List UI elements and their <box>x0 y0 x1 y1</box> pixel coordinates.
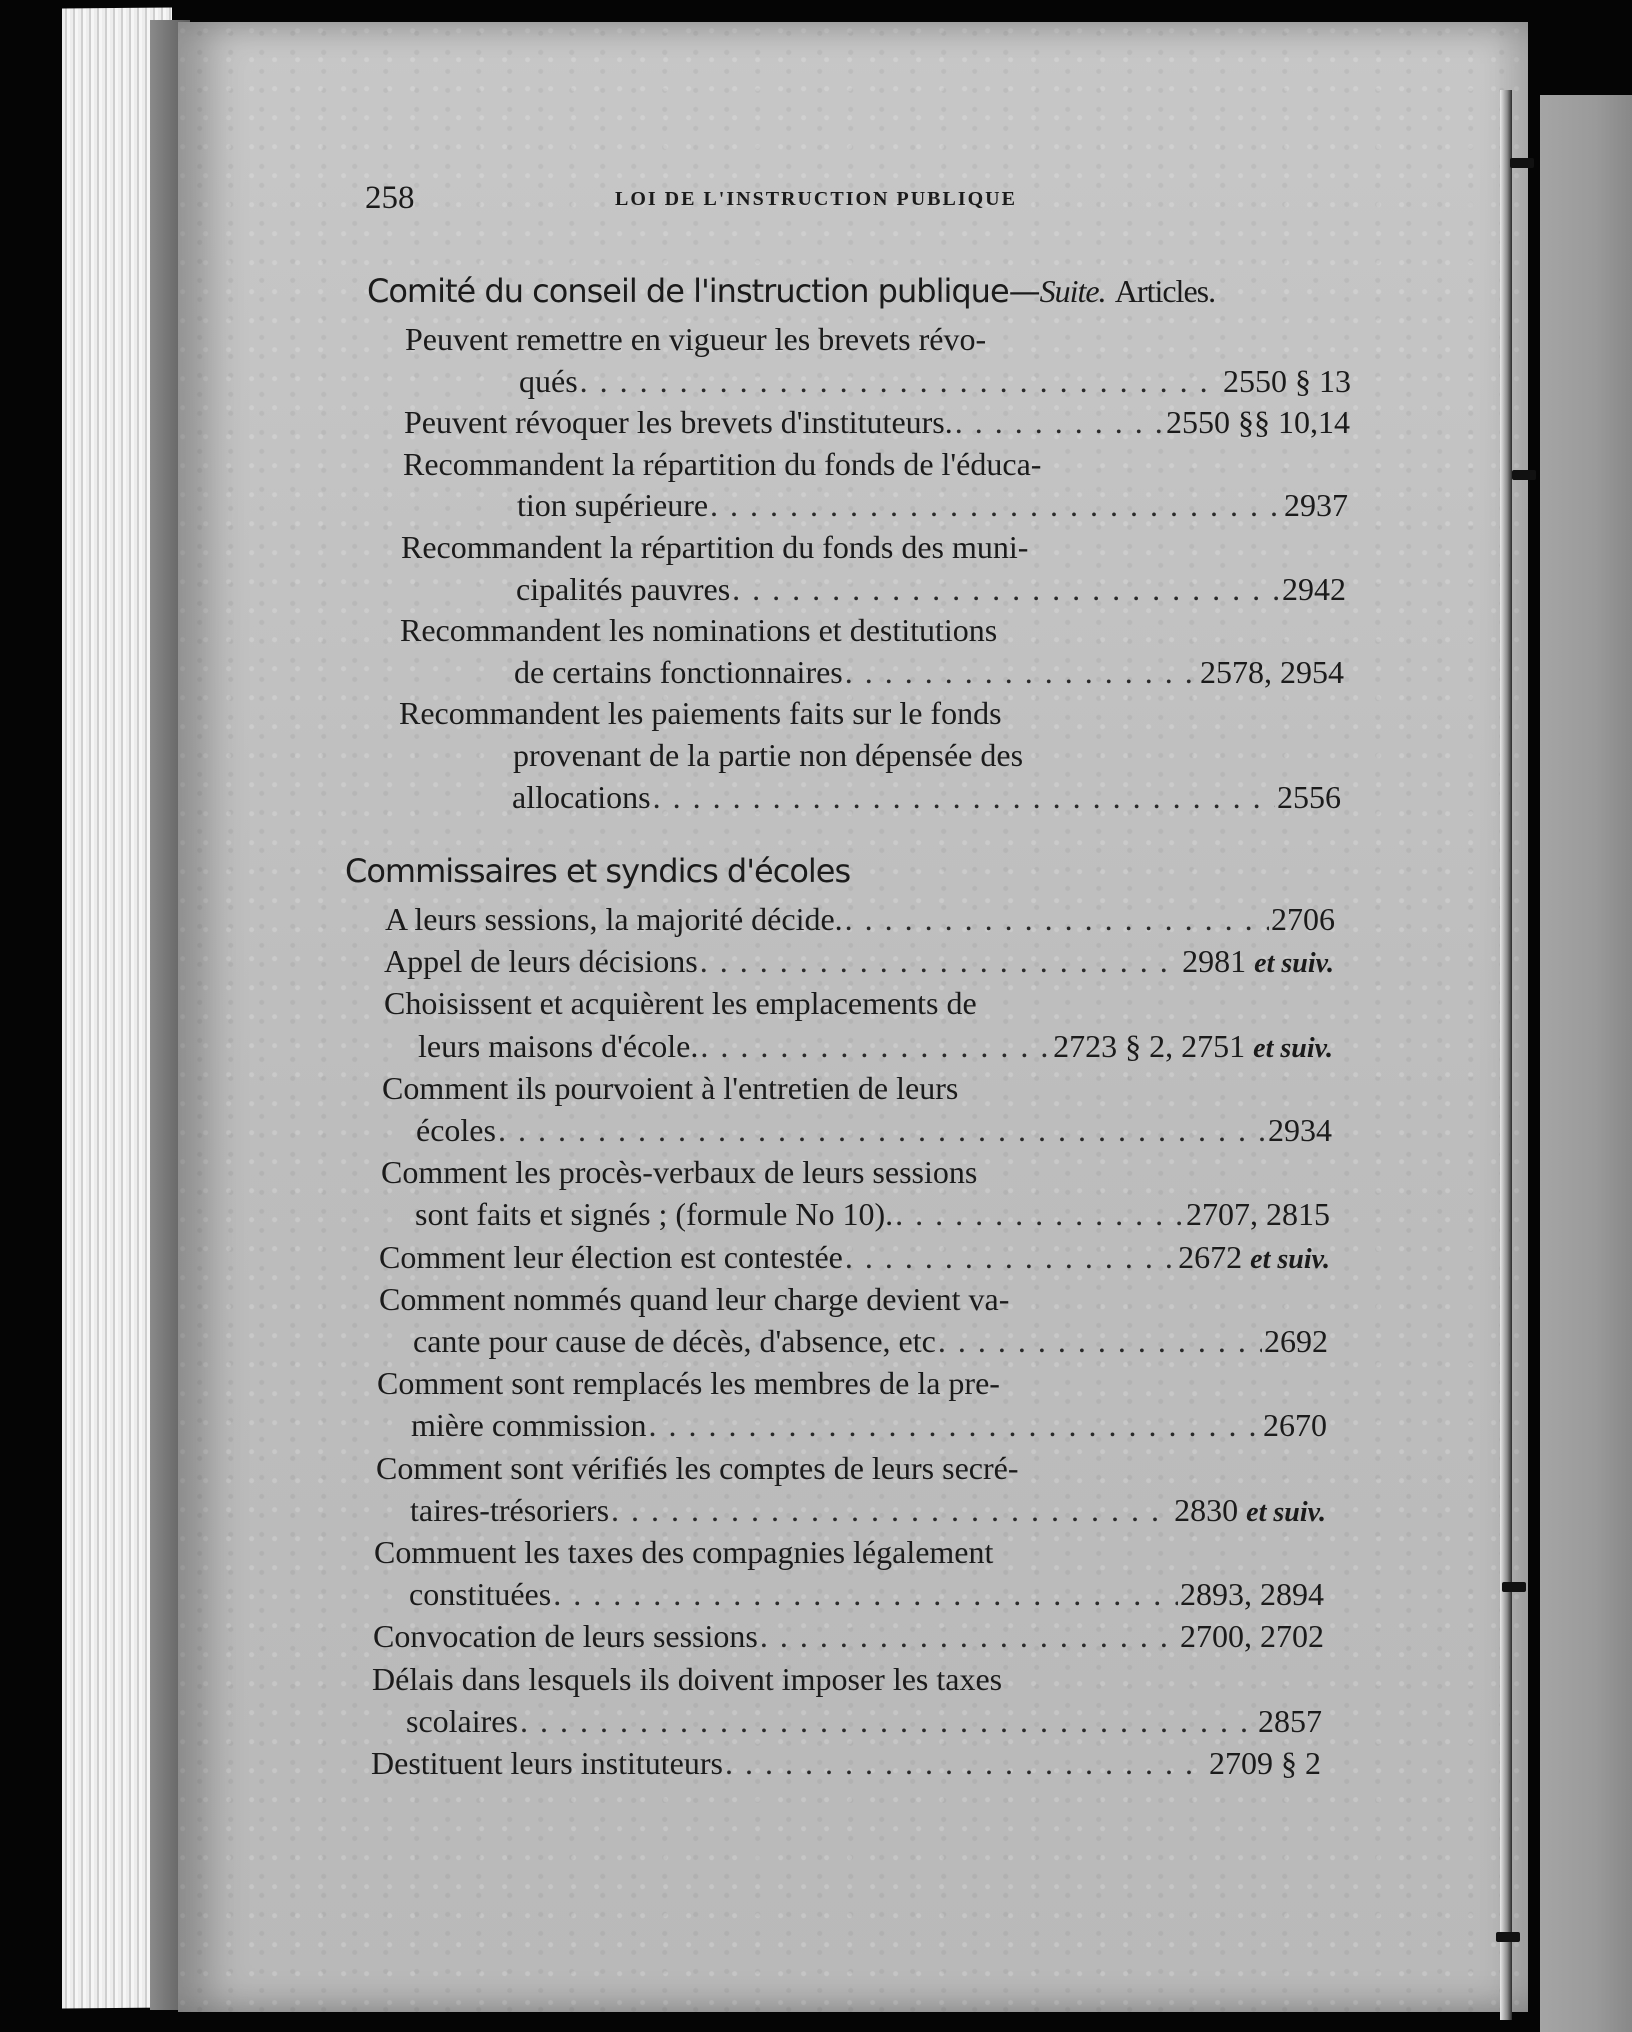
article-number: 2857 <box>1258 1702 1322 1739</box>
article-reference <box>1178 1240 1330 1276</box>
entry-text: provenant de la partie non dépensée des <box>513 737 1024 773</box>
entry-line-last <box>411 1408 1327 1443</box>
dot-leader <box>760 1619 1178 1654</box>
entry-text: Appel de leurs décisions <box>384 943 698 980</box>
article-number: 2942 <box>1282 570 1346 607</box>
entry-text: Comment sont remplacés les membres de la pre- <box>377 1365 1000 1402</box>
article-reference <box>1053 1029 1333 1065</box>
dot-leader <box>845 655 1198 690</box>
entry-line-last <box>415 1197 1330 1232</box>
article-reference <box>1200 655 1344 690</box>
entry-line-last <box>512 780 1341 815</box>
page-number: 258 <box>365 180 415 216</box>
article-reference <box>1174 1493 1326 1529</box>
entry-line-last <box>409 1577 1324 1612</box>
entry-line <box>376 1451 1326 1486</box>
article-number: 2706 <box>1271 901 1335 937</box>
article-number: 2550 § 13 <box>1223 362 1351 399</box>
section-heading-commissaires: Commissaires et syndics d'écoles <box>345 852 851 890</box>
binding-clip <box>1510 158 1534 168</box>
entry-text: A leurs sessions, la majorité décide. <box>385 901 843 937</box>
article-reference <box>1182 944 1334 980</box>
entry-line <box>381 1155 1331 1190</box>
dot-leader <box>955 405 1164 440</box>
dot-leader <box>580 364 1221 399</box>
entry-text: allocations <box>512 778 651 815</box>
dot-leader <box>649 1408 1261 1443</box>
entry-line <box>403 447 1349 482</box>
entry-text: écoles <box>416 1112 496 1148</box>
entry-text: Choisissent et acquièrent les emplacements de <box>384 985 977 1022</box>
article-number: 2893, 2894 <box>1180 1576 1324 1613</box>
article-reference <box>1180 1577 1324 1612</box>
entry-line <box>401 530 1347 565</box>
entry-text: Comment ils pourvoient à l'entretien de leurs <box>382 1069 959 1106</box>
entry-line-last <box>413 1324 1328 1359</box>
article-number: 2670 <box>1263 1407 1327 1444</box>
binding-clip <box>1496 1932 1520 1942</box>
entry-line-last <box>517 488 1348 523</box>
dot-leader <box>611 1493 1172 1528</box>
binding-clip <box>1502 1582 1526 1592</box>
et-suiv-label: et suiv. <box>1250 1243 1330 1275</box>
entry-text: Convocation de leurs sessions <box>373 1618 758 1655</box>
article-number: 2723 § 2, 2751 <box>1053 1027 1246 1064</box>
entry-text: Recommandent la répartition du fonds des muni- <box>401 529 1029 565</box>
entry-text: Comment les procès-verbaux de leurs sessions <box>381 1154 978 1191</box>
article-number: 2550 §§ 10,14 <box>1166 404 1350 441</box>
suite-label: Suite. <box>1039 273 1106 309</box>
entry-text: scolaires <box>406 1702 518 1739</box>
entry-text: Délais dans lesquels ils doivent imposer les taxes <box>372 1660 1003 1697</box>
article-reference <box>1284 488 1348 523</box>
entry-line-last <box>418 1029 1333 1065</box>
entry-line-last <box>516 572 1346 607</box>
entry-line-last <box>519 364 1351 399</box>
entry-line-last <box>514 655 1344 690</box>
entry-line <box>399 696 1343 731</box>
article-reference <box>1271 902 1335 937</box>
entry-text: cante pour cause de décès, d'absence, etc <box>413 1323 936 1359</box>
entry-text: Recommandent les paiements faits sur le fonds <box>399 695 1002 732</box>
dot-leader <box>710 488 1282 523</box>
entry-text: taires-trésoriers <box>410 1491 610 1528</box>
article-reference <box>1282 572 1346 607</box>
dot-leader <box>845 902 1269 937</box>
article-number: 2934 <box>1268 1112 1332 1148</box>
article-number: 2709 § 2 <box>1209 1745 1321 1781</box>
entry-text: sont faits et signés ; (formule No 10). <box>415 1196 894 1233</box>
section-title: Comité du conseil de l'instruction publique— <box>367 272 1040 310</box>
facing-page <box>1540 95 1632 2032</box>
entry-text: leurs maisons d'école. <box>418 1027 699 1064</box>
dot-leader <box>653 780 1275 815</box>
article-reference <box>1263 1408 1327 1443</box>
entry-line <box>379 1282 1329 1317</box>
page-spine <box>1500 90 1512 2020</box>
et-suiv-label: et suiv. <box>1254 948 1334 980</box>
entry-text: Peuvent révoquer les brevets d'instituteurs. <box>404 404 953 441</box>
article-number: 2981 <box>1182 943 1247 980</box>
binding-clip <box>1512 470 1536 480</box>
dot-leader <box>700 944 1180 979</box>
article-number: 2672 <box>1178 1238 1243 1275</box>
entry-text: Comment nommés quand leur charge devient va- <box>379 1280 1010 1317</box>
entry-line-last <box>384 944 1334 980</box>
entry-line-last <box>373 1619 1324 1654</box>
dot-leader <box>498 1113 1266 1148</box>
running-title: LOI DE L'INSTRUCTION PUBLIQUE <box>615 188 1017 210</box>
article-number: 2700, 2702 <box>1180 1618 1324 1655</box>
section-heading-comite <box>367 272 1215 310</box>
dot-leader <box>845 1240 1176 1275</box>
entry-text: Commuent les taxes des compagnies légalement <box>374 1534 994 1570</box>
dot-leader <box>938 1324 1262 1359</box>
article-reference <box>1258 1704 1322 1739</box>
dot-leader <box>725 1746 1207 1781</box>
articles-label: Articles. <box>1114 273 1216 309</box>
article-reference <box>1166 405 1350 440</box>
article-reference <box>1209 1746 1321 1781</box>
entry-line-last <box>371 1746 1321 1781</box>
entry-line-last <box>404 405 1350 440</box>
entry-line <box>377 1366 1328 1401</box>
entry-line <box>384 986 1334 1021</box>
dot-leader <box>895 1197 1184 1232</box>
entry-line-last <box>410 1493 1326 1529</box>
dot-leader <box>732 572 1280 607</box>
entry-text: constituées <box>409 1576 552 1613</box>
dot-leader <box>520 1704 1256 1739</box>
article-reference <box>1223 364 1351 399</box>
entry-text: cipalités pauvres <box>516 570 731 607</box>
article-number: 2707, 2815 <box>1186 1196 1330 1233</box>
entry-line <box>374 1535 1325 1570</box>
entry-line-last <box>379 1240 1330 1276</box>
entry-line-last <box>416 1113 1332 1148</box>
article-number: 2830 <box>1174 1491 1239 1528</box>
entry-line <box>400 613 1345 648</box>
entry-text: Destituent leurs instituteurs <box>371 1745 723 1781</box>
entry-line <box>372 1662 1323 1697</box>
entry-line-last <box>406 1704 1322 1739</box>
entry-text: qués <box>519 362 578 399</box>
entry-line <box>513 738 1342 773</box>
page-header <box>365 180 1145 230</box>
article-reference <box>1277 780 1341 815</box>
entry-text: tion supérieure <box>517 487 709 524</box>
dot-leader <box>553 1577 1178 1612</box>
article-reference <box>1268 1113 1332 1148</box>
entry-text: Recommandent la répartition du fonds de l'éduca- <box>403 445 1042 482</box>
article-number: 2937 <box>1284 487 1348 524</box>
article-number: 2556 <box>1277 778 1341 815</box>
article-number: 2692 <box>1264 1323 1328 1359</box>
entry-text: Peuvent remettre en vigueur les brevets révo- <box>405 321 987 357</box>
entry-line <box>382 1071 1332 1106</box>
entry-line <box>405 322 1352 357</box>
article-number: 2578, 2954 <box>1200 653 1344 690</box>
entry-text: mière commission <box>411 1407 647 1444</box>
entry-text: Recommandent les nominations et destitutions <box>400 612 998 649</box>
et-suiv-label: et suiv. <box>1246 1496 1326 1528</box>
entry-line-last <box>385 902 1335 937</box>
entry-text: Comment leur élection est contestée <box>379 1238 843 1275</box>
article-reference <box>1264 1324 1328 1359</box>
entry-text: Comment sont vérifiés les comptes de leurs secré- <box>376 1449 1019 1486</box>
article-reference <box>1186 1197 1330 1232</box>
et-suiv-label: et suiv. <box>1253 1032 1333 1064</box>
entry-text: de certains fonctionnaires <box>514 653 843 690</box>
article-reference <box>1180 1619 1324 1654</box>
dot-leader <box>700 1029 1051 1064</box>
